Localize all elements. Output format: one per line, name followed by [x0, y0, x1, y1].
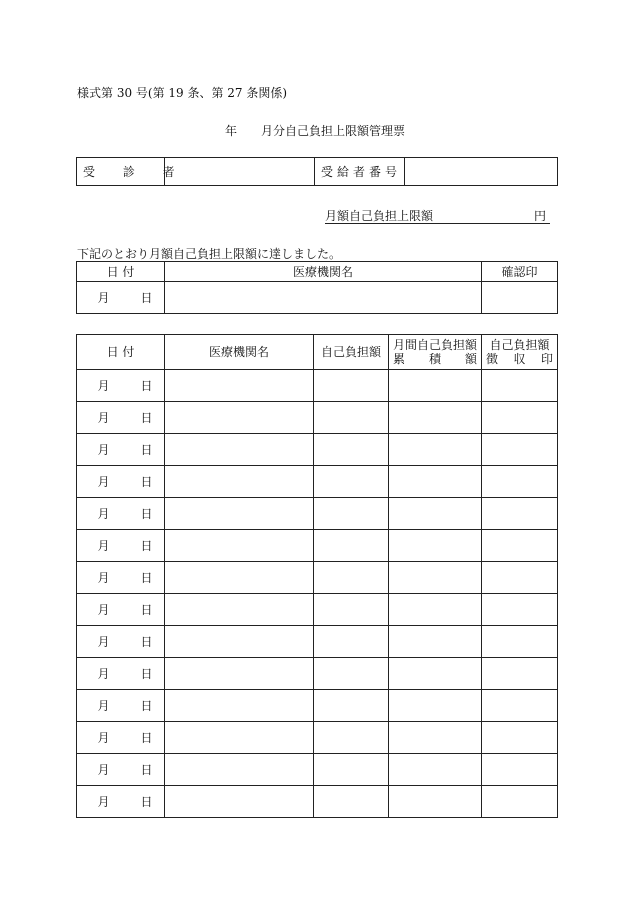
month-label: 月 [97, 411, 110, 425]
table-row [77, 722, 558, 754]
monthly-limit-label: 月額自己負担上限額 [325, 209, 434, 223]
record-copay-cell[interactable] [314, 466, 389, 498]
record-collection-cell[interactable] [482, 530, 558, 562]
table-row [77, 402, 558, 434]
month-label: 月 [97, 763, 110, 777]
day-label: 日 [140, 411, 153, 425]
record-collection-cell[interactable] [482, 658, 558, 690]
record-copay-cell[interactable] [314, 786, 389, 818]
record-institution-cell[interactable] [165, 562, 314, 594]
table-row [77, 754, 558, 786]
record-table [76, 334, 558, 818]
day-label: 日 [140, 507, 153, 521]
record-institution-cell[interactable] [165, 658, 314, 690]
record-copay-cell[interactable] [314, 530, 389, 562]
record-institution-cell[interactable] [165, 434, 314, 466]
patient-table [76, 157, 558, 186]
record-date-cell[interactable] [77, 466, 165, 498]
record-collection-cell[interactable] [482, 434, 558, 466]
day-label: 日 [140, 603, 153, 617]
record-date-cell[interactable] [77, 722, 165, 754]
confirmation-seal-header: 確認印 [482, 262, 558, 282]
day-label: 日 [140, 667, 153, 681]
day-label: 日 [140, 635, 153, 649]
confirmation-institution-cell[interactable] [165, 282, 482, 314]
day-label: 日 [140, 475, 153, 489]
record-institution-cell[interactable] [165, 690, 314, 722]
record-collection-cell[interactable] [482, 754, 558, 786]
day-label: 日 [140, 571, 153, 585]
record-collection-cell[interactable] [482, 722, 558, 754]
table-row [77, 658, 558, 690]
record-cumulative-cell[interactable] [389, 594, 482, 626]
record-cumulative-header: 月間自己負担額 累 積 額 [389, 335, 482, 370]
record-cumulative-cell[interactable] [389, 658, 482, 690]
record-date-cell[interactable] [77, 754, 165, 786]
day-label: 日 [140, 731, 153, 745]
month-label: 月 [97, 539, 110, 553]
limit-reached-notice: 下記のとおり月額自己負担上限額に達しました。 [77, 247, 342, 261]
month-label: 月 [97, 379, 110, 393]
day-label: 日 [140, 291, 153, 305]
record-date-cell[interactable] [77, 434, 165, 466]
month-label: 月 [97, 731, 110, 745]
table-row [77, 786, 558, 818]
patient-label: 受 診 者 [77, 158, 165, 186]
record-cumulative-cell[interactable] [389, 370, 482, 402]
record-cumulative-cell[interactable] [389, 530, 482, 562]
record-cumulative-cell[interactable] [389, 754, 482, 786]
record-date-cell[interactable] [77, 626, 165, 658]
confirmation-table [76, 261, 558, 314]
table-row [77, 562, 558, 594]
month-label: 月 [97, 603, 110, 617]
record-institution-cell[interactable] [165, 722, 314, 754]
record-institution-cell[interactable] [165, 786, 314, 818]
table-row [77, 466, 558, 498]
record-date-header: 日 付 [77, 335, 165, 370]
recipient-number-field[interactable] [405, 158, 558, 186]
record-collection-cell[interactable] [482, 562, 558, 594]
record-collection-cell[interactable] [482, 466, 558, 498]
day-label: 日 [140, 443, 153, 457]
record-copay-cell[interactable] [314, 722, 389, 754]
page-title [0, 122, 630, 139]
record-copay-cell[interactable] [314, 434, 389, 466]
record-institution-cell[interactable] [165, 626, 314, 658]
month-label: 月 [97, 667, 110, 681]
monthly-limit-line [325, 207, 550, 224]
record-collection-cell[interactable] [482, 786, 558, 818]
month-label: 月 [97, 571, 110, 585]
record-cumulative-cell[interactable] [389, 434, 482, 466]
record-date-cell[interactable] [77, 690, 165, 722]
record-cumulative-cell[interactable] [389, 402, 482, 434]
record-copay-header: 自己負担額 [314, 335, 389, 370]
record-institution-cell[interactable] [165, 370, 314, 402]
record-copay-cell[interactable] [314, 658, 389, 690]
record-copay-cell[interactable] [314, 626, 389, 658]
record-cumulative-cell[interactable] [389, 498, 482, 530]
record-institution-cell[interactable] [165, 402, 314, 434]
record-date-cell[interactable] [77, 594, 165, 626]
title-text: 月分自己負担上限額管理票 [261, 124, 406, 138]
record-collection-cell[interactable] [482, 594, 558, 626]
day-label: 日 [140, 763, 153, 777]
record-date-cell[interactable] [77, 530, 165, 562]
table-row [77, 626, 558, 658]
record-collection-cell[interactable] [482, 498, 558, 530]
record-copay-cell[interactable] [314, 370, 389, 402]
record-cumulative-cell[interactable] [389, 690, 482, 722]
record-collection-cell[interactable] [482, 690, 558, 722]
confirmation-date-header: 日 付 [77, 262, 165, 282]
month-label: 月 [97, 507, 110, 521]
record-date-cell[interactable] [77, 786, 165, 818]
record-cumulative-cell[interactable] [389, 722, 482, 754]
table-row [77, 530, 558, 562]
day-label: 日 [140, 699, 153, 713]
table-row [77, 370, 558, 402]
monthly-limit-unit: 円 [533, 209, 546, 223]
confirmation-seal-cell[interactable] [482, 282, 558, 314]
title-year: 年 [224, 124, 237, 138]
month-label: 月 [97, 795, 110, 809]
month-label: 月 [97, 635, 110, 649]
record-copay-cell[interactable] [314, 562, 389, 594]
patient-name-field[interactable] [165, 158, 315, 186]
record-collection-cell[interactable] [482, 370, 558, 402]
record-institution-cell[interactable] [165, 754, 314, 786]
confirmation-date-cell[interactable] [77, 282, 165, 314]
month-label: 月 [97, 291, 110, 305]
record-institution-cell[interactable] [165, 594, 314, 626]
record-institution-cell[interactable] [165, 466, 314, 498]
day-label: 日 [140, 379, 153, 393]
record-cumulative-cell[interactable] [389, 786, 482, 818]
record-cumulative-cell[interactable] [389, 562, 482, 594]
record-date-cell[interactable] [77, 370, 165, 402]
confirmation-institution-header: 医療機関名 [165, 262, 482, 282]
record-collection-header: 自己負担額 徴 収 印 [482, 335, 558, 370]
recipient-number-label: 受給者番号 [315, 158, 405, 186]
record-institution-cell[interactable] [165, 530, 314, 562]
day-label: 日 [140, 795, 153, 809]
record-copay-cell[interactable] [314, 402, 389, 434]
record-date-cell[interactable] [77, 498, 165, 530]
record-collection-cell[interactable] [482, 626, 558, 658]
month-label: 月 [97, 475, 110, 489]
table-row [77, 498, 558, 530]
record-date-cell[interactable] [77, 658, 165, 690]
record-copay-cell[interactable] [314, 754, 389, 786]
record-institution-cell[interactable] [165, 498, 314, 530]
table-row [77, 594, 558, 626]
record-copay-cell[interactable] [314, 498, 389, 530]
record-collection-cell[interactable] [482, 402, 558, 434]
table-row [77, 434, 558, 466]
table-row [77, 690, 558, 722]
record-date-cell[interactable] [77, 562, 165, 594]
record-cumulative-cell[interactable] [389, 626, 482, 658]
record-date-cell[interactable] [77, 402, 165, 434]
month-label: 月 [97, 699, 110, 713]
month-label: 月 [97, 443, 110, 457]
record-institution-header: 医療機関名 [165, 335, 314, 370]
form-reference: 様式第 30 号(第 19 条、第 27 条関係) [77, 86, 288, 100]
record-copay-cell[interactable] [314, 690, 389, 722]
record-cumulative-cell[interactable] [389, 466, 482, 498]
record-copay-cell[interactable] [314, 594, 389, 626]
day-label: 日 [140, 539, 153, 553]
